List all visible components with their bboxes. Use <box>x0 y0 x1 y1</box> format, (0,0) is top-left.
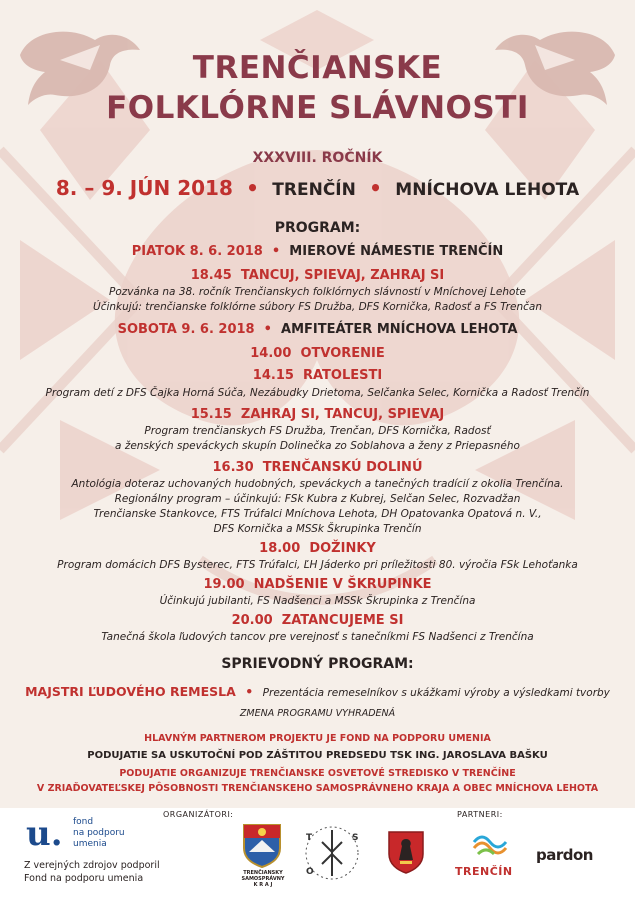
tsk-text-3: K R A J <box>253 882 273 888</box>
event-6-desc-1: Program domácich DFS Bysterec, FTS Trúfalci, ĽH Jáderko pri príležitosti 80. výročia FSk Lehoťanka <box>57 559 578 571</box>
day1-header <box>0 244 635 259</box>
fpu-logo-word-1: fond <box>73 817 94 827</box>
title-line-2: FOLKLÓRNE SLÁVNOSTI <box>106 90 529 126</box>
event-4-time: 15.15 <box>190 407 232 422</box>
trencin-logo-text: TRENČÍN <box>455 865 513 878</box>
main-partner-line: HLAVNÝM PARTNEROM PROJEKTU JE FOND NA PODPORU UMENIA <box>144 733 491 744</box>
program-change-note: ZMENA PROGRAMU VYHRADENÁ <box>239 708 396 719</box>
event-8-time: 20.00 <box>231 613 273 628</box>
separator-dot: • <box>362 176 389 200</box>
title-line-1: TRENČIANSKE <box>192 50 443 86</box>
event-5-desc-3: Trenčianske Stankovce, FTS Trúfalci Mníchova Lehota, DH Opatovanka Opatová n. V., <box>93 508 542 520</box>
event-5-desc-2: Regionálny program – účinkujú: FSk Kubra z Kubrej, Selčan Selec, Rozvadžan <box>114 493 521 505</box>
event-4-desc-1: Program trenčianskych FS Družba, Trenčan, DFS Kornička, Radosť <box>144 425 491 437</box>
event-4-desc-2: a ženských speváckych skupín Dolinečka zo Soblahova a ženy z Priepasného <box>115 440 520 452</box>
fpu-support-note <box>24 859 160 885</box>
tsk-text-1: TRENČIANSKY <box>243 870 283 876</box>
event-8-desc-1: Tanečná škola ľudových tancov pre verejnosť s tanečníkmi FS Nadšenci z Trenčína <box>101 631 534 643</box>
event-7-desc-1: Účinkujú jubilanti, FS Nadšenci a MSSk Škrupinka z Trenčína <box>159 595 476 607</box>
event-3-time: 14.15 <box>252 368 294 383</box>
separator-dot: • <box>239 176 266 200</box>
event-1-desc-2: Účinkujú: trenčianske folklórne súbory FS Družba, DFS Kornička, Radosť a FS Trenčan <box>93 301 542 313</box>
svg-text:T: T <box>306 833 313 843</box>
date-location-line <box>0 176 635 200</box>
event-1-time: 18.45 <box>190 268 232 283</box>
svg-text:O: O <box>306 867 314 877</box>
separator-dot: • <box>267 244 285 259</box>
day2-header <box>0 322 635 337</box>
event-6-time: 18.00 <box>259 541 301 556</box>
day1-place: MIEROVÉ NÁMESTIE TRENČÍN <box>289 244 504 259</box>
event-6-name: DOŽINKY <box>309 541 376 556</box>
svg-text:S: S <box>352 833 359 843</box>
location-mnichova-lehota: MNÍCHOVA LEHOTA <box>395 180 580 200</box>
trencin-city-logo-icon <box>470 834 510 860</box>
separator-dot: • <box>259 322 277 337</box>
fpu-note-line-1: Z verejných zdrojov podporil <box>24 860 160 871</box>
organizers-label: ORGANIZÁTORI: <box>163 810 234 819</box>
side-program-desc: Prezentácia remeselníkov s ukážkami výroby a výsledkami tvorby <box>262 687 610 699</box>
event-5-desc-1: Antológia doteraz uchovaných hudobných, speváckych a tanečných tradícií z okolia Trenčína. <box>71 478 564 490</box>
patronage-line: PODUJATIE SA USKUTOČNÍ POD ZÁŠTITOU PREDSEDU TSK ING. JAROSLAVA BAŠKU <box>87 750 548 761</box>
event-2-time: 14.00 <box>250 346 292 361</box>
tsk-logo-text <box>238 870 288 888</box>
pardon-logo: pardon <box>536 846 593 864</box>
tsk-text-2: SAMOSPRÁVNY <box>241 876 285 882</box>
event-7-time: 19.00 <box>203 577 245 592</box>
event-4-name: ZAHRAJ SI, TANCUJ, SPIEVAJ <box>240 407 445 422</box>
fpu-logo-text <box>73 817 125 850</box>
festival-date: 8. – 9. JÚN 2018 <box>55 176 233 200</box>
side-program-heading: SPRIEVODNÝ PROGRAM: <box>221 656 414 672</box>
event-5-time: 16.30 <box>212 460 254 475</box>
event-2-title <box>0 346 635 361</box>
event-5-title <box>0 460 635 475</box>
event-5-name: TRENČANSKÚ DOLINÚ <box>262 460 423 475</box>
day2-place: AMFITEÁTER MNÍCHOVA LEHOTA <box>281 322 518 337</box>
event-8-title <box>0 613 635 628</box>
osvetove-stredisko-emblem-icon <box>300 822 364 884</box>
separator-dot: • <box>240 684 258 699</box>
fpu-note-line-2: Fond na podporu umenia <box>24 873 144 884</box>
event-1-title <box>0 268 635 283</box>
event-5-desc-4: DFS Kornička a MSSk Škrupinka Trenčín <box>213 523 422 535</box>
day1-date: PIATOK 8. 6. 2018 <box>131 244 263 259</box>
event-3-name: RATOLESTI <box>302 368 383 383</box>
event-2-name: OTVORENIE <box>300 346 385 361</box>
program-heading: PROGRAM: <box>274 220 361 236</box>
event-1-name: TANCUJ, SPIEVAJ, ZAHRAJ SI <box>240 268 445 283</box>
fpu-logo-word-2: na podporu <box>73 828 125 838</box>
event-3-title <box>0 368 635 383</box>
side-program-line <box>0 681 635 700</box>
fpu-logo-mark: u. <box>26 814 63 854</box>
tsk-coat-of-arms-icon <box>241 822 283 868</box>
location-trencin: TRENČÍN <box>272 180 356 200</box>
event-4-title <box>0 407 635 422</box>
event-3-desc-1: Program detí z DFS Čajka Horná Súča, Nezábudky Drietoma, Selčanka Selec, Kornička a Radosť Trenčín <box>45 387 590 399</box>
event-1-desc-1: Pozvánka na 38. ročník Trenčianskych folklórnych slávností v Mníchovej Lehote <box>108 286 527 298</box>
mnichova-lehota-coat-of-arms-icon <box>387 830 425 874</box>
day2-date: SOBOTA 9. 6. 2018 <box>117 322 255 337</box>
side-program-name: MAJSTRI ĽUDOVÉHO REMESLA <box>25 684 236 699</box>
event-7-name: NADŠENIE V ŠKRUPINKE <box>253 577 432 592</box>
edition: XXXVIII. ROČNÍK <box>252 150 383 166</box>
partners-label: PARTNERI: <box>457 810 503 819</box>
event-7-title <box>0 577 635 592</box>
organizer-line-2: V ZRIAĎOVATEĽSKEJ PÔSOBNOSTI TRENČIANSKEHO SAMOSPRÁVNEHO KRAJA A OBEC MNÍCHOVA LEHOTA <box>36 783 599 794</box>
event-8-name: ZATANCUJEME SI <box>281 613 404 628</box>
event-6-title <box>0 541 635 556</box>
fpu-logo-word-3: umenia <box>73 839 107 849</box>
organizer-line-1: PODUJATIE ORGANIZUJE TRENČIANSKE OSVETOVÉ STREDISKO V TRENČÍNE <box>119 768 516 779</box>
